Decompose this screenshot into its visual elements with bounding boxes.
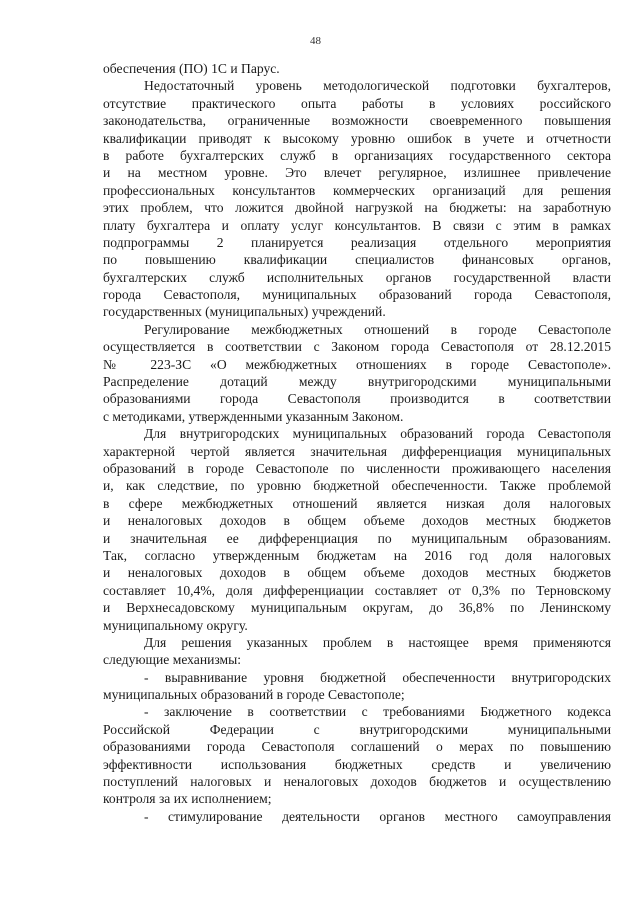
text-line: законодательства, ограниченные возможности своевременного повышения — [103, 113, 611, 129]
text-line: - выравнивание уровня бюджетной обеспеченности внутригородских — [144, 669, 611, 685]
text-line: Так, согласно утвержденным бюджетам на 2016 год доля налоговых — [103, 547, 611, 563]
text-line: образованиями города Севастополя производится в соответствии — [103, 391, 611, 407]
text-line: - стимулирование деятельности органов местного самоуправления — [144, 808, 611, 824]
text-line: осуществляется в соответствии с Законом города Севастополя от 28.12.2015 — [103, 339, 611, 355]
text-line: и, как следствие, по уровню бюджетной обеспеченности. Также проблемой — [103, 478, 611, 494]
text-line: Для внутригородских муниципальных образований города Севастополя — [144, 426, 611, 442]
text-line: плату бухгалтера и оплату услуг консультантов. В связи с этим в рамках — [103, 217, 611, 233]
text-line: и неналоговых доходов в общем объеме доходов местных бюджетов — [103, 565, 611, 581]
text-line: и значительная ее дифференциация по муниципальным образованиям. — [103, 530, 611, 546]
text-line: и на местном уровне. Это влечет регулярное, излишнее привлечение — [103, 165, 611, 181]
text-line: Регулирование межбюджетных отношений в городе Севастополе — [144, 321, 611, 337]
text-line: муниципальному округу. — [103, 617, 248, 633]
text-line: эффективности использования бюджетных средств и увеличению — [103, 756, 611, 772]
text-line: подпрограммы 2 планируется реализация отдельного мероприятия — [103, 234, 611, 250]
text-line: - заключение в соответствии с требованиями Бюджетного кодекса — [144, 704, 611, 720]
text-line: Распределение дотаций между внутригородскими муниципальными — [103, 374, 611, 390]
text-line: отсутствие практического опыта работы в условиях российского — [103, 95, 611, 111]
text-line: государственных (муниципальных) учреждений. — [103, 304, 386, 320]
text-line: обеспечения (ПО) 1С и Парус. — [103, 61, 280, 76]
text-line: с методиками, утвержденными указанным Законом. — [103, 408, 404, 424]
text-line: города Севастополя, муниципальных образований города Севастополя, — [103, 287, 611, 303]
text-line: Для решения указанных проблем в настоящее время применяются — [144, 634, 611, 650]
text-line: и неналоговых доходов в общем объеме доходов местных бюджетов — [103, 513, 611, 529]
text-line: контроля за их исполнением; — [103, 791, 272, 807]
text-line: образованиями города Севастополя соглашений о мерах по повышению — [103, 739, 611, 755]
text-line: характерной чертой является значительная дифференциация муниципальных — [103, 443, 611, 459]
text-line: профессиональных консультантов коммерческих организаций для решения — [103, 182, 611, 198]
text-line: квалификации приводят к высокому уровню ошибок в учете и отчетности — [103, 130, 611, 146]
text-line: образований в городе Севастополе по численности проживающего населения — [103, 460, 611, 476]
text-line: № 223-ЗС «О межбюджетных отношениях в городе Севастополе». — [103, 356, 611, 372]
text-line: следующие механизмы: — [103, 652, 242, 668]
text-line: Недостаточный уровень методологической подготовки бухгалтеров, — [144, 78, 611, 94]
text-line: и Верхнесадовскому муниципальным округам, до 36,8% по Ленинскому — [103, 600, 611, 616]
text-line: Российской Федерации с внутригородскими муниципальными — [103, 721, 611, 737]
body-text — [103, 60, 611, 825]
text-line: муниципальных образований в городе Севастополе; — [103, 687, 405, 703]
text-line: этих проблем, что ложится двойной нагрузкой на бюджеты: на заработную — [103, 200, 611, 216]
text-line: составляет 10,4%, доля дифференциации составляет от 0,3% по Терновскому — [103, 582, 611, 598]
text-line: в работе бухгалтерских служб в организациях государственного сектора — [103, 147, 611, 163]
text-line: поступлений налоговых и неналоговых доходов бюджетов и осуществлению — [103, 774, 611, 790]
text-line: по повышению квалификации специалистов финансовых органов, — [103, 252, 611, 268]
page-number: 48 — [310, 35, 321, 47]
text-line: бухгалтерских служб исполнительных органов государственной власти — [103, 269, 611, 285]
text-line: в сфере межбюджетных отношений является низкая доля налоговых — [103, 495, 611, 511]
